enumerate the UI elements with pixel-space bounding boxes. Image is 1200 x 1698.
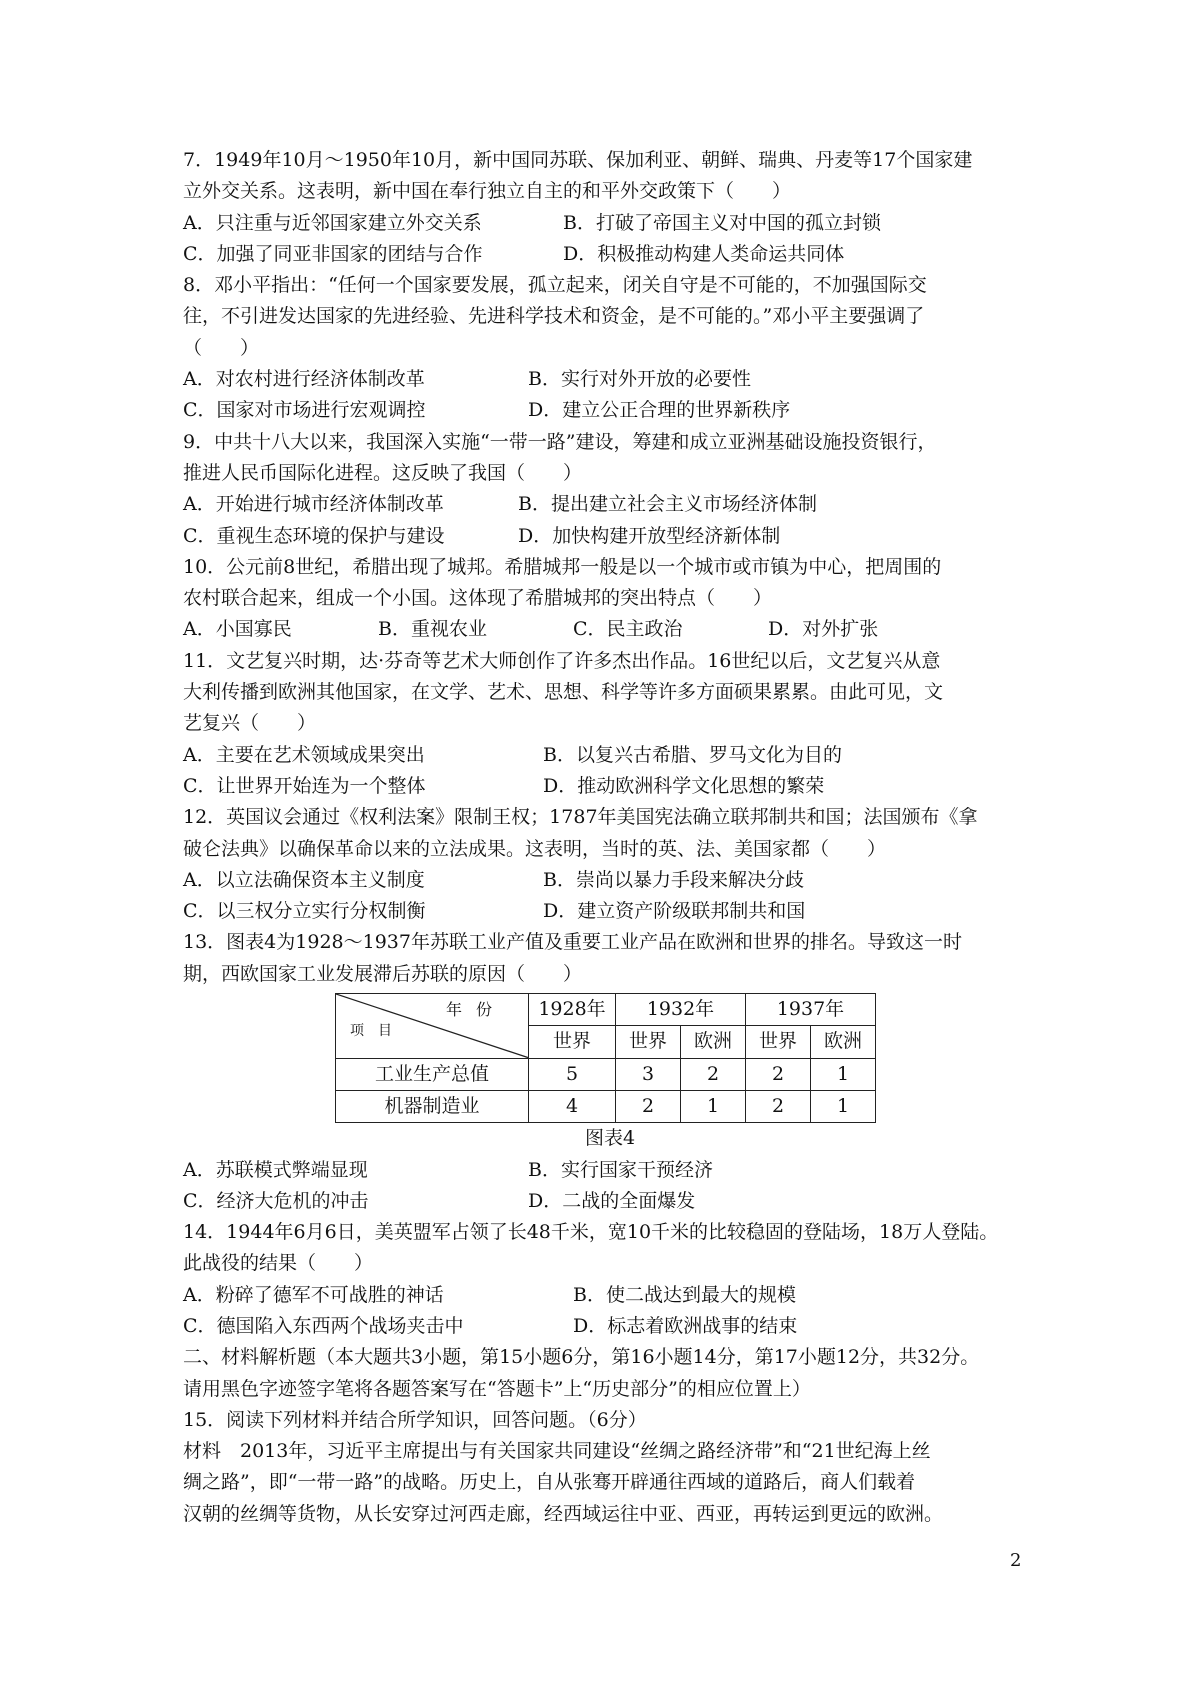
sub-header: 欧洲 <box>681 1026 746 1058</box>
question-text: 农村联合起来，组成一个小国。这体现了希腊城邦的突出特点（ ） <box>183 587 773 610</box>
table-caption: 图表4 <box>584 1127 636 1150</box>
sub-header: 欧洲 <box>811 1026 876 1058</box>
question-text: 14．1944年6月6日，美英盟军占领了长48千米，宽10千米的比较稳固的登陆场，18万人登陆。 <box>183 1221 999 1244</box>
question-13 <box>183 927 1043 1217</box>
question-text: 推进人民币国际化进程。这反映了我国（ ） <box>183 461 583 484</box>
option-a: A．开始进行城市经济体制改革 <box>183 493 444 516</box>
table-cell: 2 <box>616 1090 681 1122</box>
exam-page <box>183 145 1043 1530</box>
question-text: 13．图表4为1928～1937年苏联工业产值及重要工业产品在欧洲和世界的排名。导致这一时 <box>183 931 962 954</box>
option-c: C．德国陷入东西两个战场夹击中 <box>183 1314 464 1337</box>
option-b: B．使二战达到最大的规模 <box>573 1283 796 1306</box>
table-cell: 3 <box>616 1058 681 1090</box>
question-text: 9．中共十八大以来，我国深入实施“一带一路”建设，筹建和成立亚洲基础设施投资银行， <box>183 430 937 453</box>
option-d: D．加快构建开放型经济新体制 <box>518 524 781 547</box>
material-text: 材料 2013年，习近平主席提出与有关国家共同建设“丝绸之路经济带”和“21世纪海上丝 <box>183 1440 931 1463</box>
option-c: C．经济大危机的冲击 <box>183 1189 369 1212</box>
option-b: B．重视农业 <box>378 618 487 641</box>
option-d: D．建立资产阶级联邦制共和国 <box>543 900 806 923</box>
table-cell: 2 <box>681 1058 746 1090</box>
material-text: 汉朝的丝绸等货物，从长安穿过河西走廊，经西域运往中亚、西亚，再转运到更远的欧洲。 <box>183 1502 944 1525</box>
year-header: 1928年 <box>529 994 616 1026</box>
option-c: C．重视生态环境的保护与建设 <box>183 524 445 547</box>
question-text: 破仑法典》以确保革命以来的立法成果。这表明，当时的英、法、美国家都（ ） <box>183 837 887 860</box>
question-text: 往，不引进发达国家的先进经验、先进科学技术和资金，是不可能的。”邓小平主要强调了 <box>183 305 925 328</box>
row-label: 机器制造业 <box>336 1090 529 1122</box>
section-2-heading <box>183 1342 1043 1405</box>
option-c: C．加强了同亚非国家的团结与合作 <box>183 242 483 265</box>
option-b: B．提出建立社会主义市场经济体制 <box>518 493 817 516</box>
option-b: B．打破了帝国主义对中国的孤立封锁 <box>563 211 881 234</box>
option-d: D．积极推动构建人类命运共同体 <box>563 242 845 265</box>
option-b: B．实行对外开放的必要性 <box>528 368 751 391</box>
table-cell: 4 <box>529 1090 616 1122</box>
option-a: A．小国寡民 <box>183 618 292 641</box>
option-a: A．粉碎了德军不可战胜的神话 <box>183 1283 444 1306</box>
question-text: 期，西欧国家工业发展滞后苏联的原因（ ） <box>183 962 583 985</box>
question-text: 艺复兴（ ） <box>183 712 317 735</box>
option-d: D．二战的全面爆发 <box>528 1189 696 1212</box>
section-text: 二、材料解析题（本大题共3小题，第15小题6分，第16小题14分，第17小题12分，共32分。 <box>183 1346 980 1369</box>
question-text: 此战役的结果（ ） <box>183 1252 374 1275</box>
option-b: B．崇尚以暴力手段来解决分歧 <box>543 868 804 891</box>
stats-table <box>335 993 876 1123</box>
option-a: A．苏联模式弊端显现 <box>183 1158 368 1181</box>
option-d: D．建立公正合理的世界新秩序 <box>528 399 791 422</box>
question-11 <box>183 646 1043 802</box>
question-text: 11．文艺复兴时期，达·芬奇等艺术大师创作了许多杰出作品。16世纪以后，文艺复兴从意 <box>183 649 941 672</box>
question-7 <box>183 145 1043 270</box>
corner-label-year: 年份 <box>445 1000 506 1020</box>
question-text: 7．1949年10月～1950年10月，新中国同苏联、保加利亚、朝鲜、瑞典、丹麦等17个国家建 <box>183 149 973 171</box>
page-number: 2 <box>1010 1550 1022 1571</box>
option-d: D．标志着欧洲战事的结束 <box>573 1314 798 1337</box>
question-text: 15．阅读下列材料并结合所学知识，回答问题。（6分） <box>183 1408 647 1431</box>
option-a: A．对农村进行经济体制改革 <box>183 368 425 391</box>
option-c: C．民主政治 <box>573 618 683 641</box>
year-header: 1937年 <box>746 994 876 1026</box>
question-14 <box>183 1217 1043 1342</box>
sub-header: 世界 <box>746 1026 811 1058</box>
section-text: 请用黑色字迹签字笔将各题答案写在“答题卡”上“历史部分”的相应位置上） <box>183 1377 811 1400</box>
table-corner-cell <box>336 994 529 1059</box>
option-d: D．推动欧洲科学文化思想的繁荣 <box>543 774 825 797</box>
option-c: C．国家对市场进行宏观调控 <box>183 399 426 422</box>
option-b: B．以复兴古希腊、罗马文化为目的 <box>543 743 842 766</box>
option-d: D．对外扩张 <box>768 618 879 641</box>
row-label: 工业生产总值 <box>336 1058 529 1090</box>
question-9 <box>183 427 1043 552</box>
table-cell: 1 <box>681 1090 746 1122</box>
question-8 <box>183 270 1043 426</box>
question-text: 10．公元前8世纪，希腊出现了城邦。希腊城邦一般是以一个城市或市镇为中心，把周围的 <box>183 555 942 578</box>
table-cell: 1 <box>811 1058 876 1090</box>
option-a: A．以立法确保资本主义制度 <box>183 868 425 891</box>
table-cell: 2 <box>746 1090 811 1122</box>
question-12 <box>183 802 1043 927</box>
question-text: 大利传播到欧洲其他国家，在文学、艺术、思想、科学等许多方面硕果累累。由此可见，文 <box>183 681 944 704</box>
question-text: 立外交关系。这表明，新中国在奉行独立自主的和平外交政策下（ ） <box>183 180 792 203</box>
table-row <box>336 1058 876 1090</box>
table-cell: 5 <box>529 1058 616 1090</box>
table-cell: 2 <box>746 1058 811 1090</box>
option-c: C．让世界开始连为一个整体 <box>183 774 426 797</box>
question-text: 12．英国议会通过《权利法案》限制王权；1787年美国宪法确立联邦制共和国；法国颁布《拿 <box>183 806 978 829</box>
year-header: 1932年 <box>616 994 746 1026</box>
option-c: C．以三权分立实行分权制衡 <box>183 900 426 923</box>
option-a: A．只注重与近邻国家建立外交关系 <box>183 211 482 234</box>
option-a: A．主要在艺术领域成果突出 <box>183 743 425 766</box>
question-text: （ ） <box>183 336 260 359</box>
option-b: B．实行国家干预经济 <box>528 1158 713 1181</box>
material-text: 绸之路”，即“一带一路”的战略。历史上，自从张骞开辟通往西域的道路后，商人们载着 <box>183 1471 916 1494</box>
sub-header: 世界 <box>529 1026 616 1058</box>
question-10 <box>183 552 1043 646</box>
sub-header: 世界 <box>616 1026 681 1058</box>
corner-label-item: 项 目 <box>350 1023 392 1040</box>
table-row <box>336 1090 876 1122</box>
question-15 <box>183 1405 1043 1530</box>
question-text: 8．邓小平指出：“任何一个国家要发展，孤立起来，闭关自守是不可能的，不加强国际交 <box>183 274 927 297</box>
table-cell: 1 <box>811 1090 876 1122</box>
